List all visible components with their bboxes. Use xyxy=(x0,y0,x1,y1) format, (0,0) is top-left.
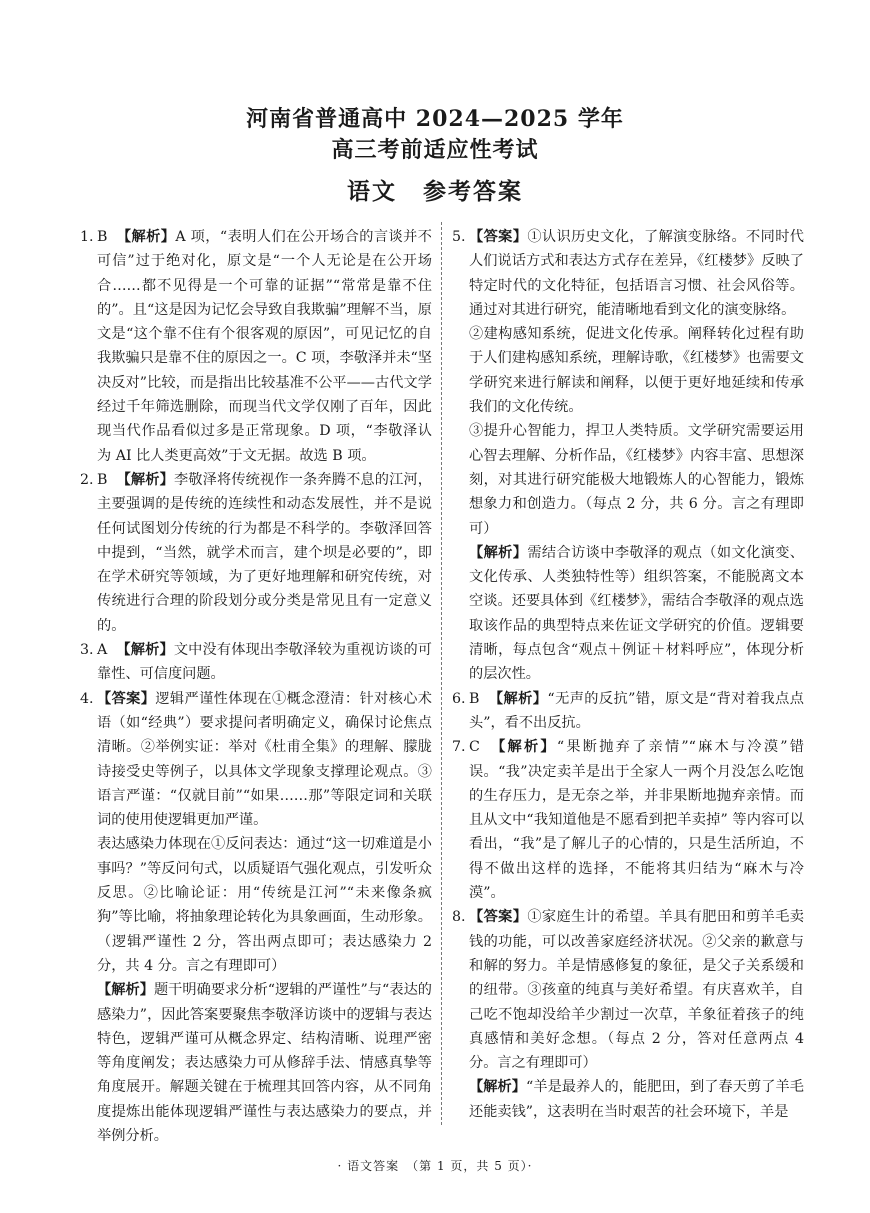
left-column xyxy=(80,225,432,1148)
answer-item-2 xyxy=(80,468,432,638)
analysis-tag: 【解析】 xyxy=(469,1079,526,1096)
question-number: 7. xyxy=(452,739,466,756)
analysis-text: 李敬泽将传统视作一条奔腾不息的江河，主要强调的是传统的连续性和动态发展性，并不是说任何试图划分传统的行为都是不科学的。李敬泽回答中提到，“当然，就学术而言，建个坝是必要的”，即在学术研究等领域，为了更好地理解和研究传统，对传统进行合理的阶段划分或分类是常见且有一定意义的。 xyxy=(97,471,432,634)
exam-title-line2: 高三考前适应性考试 xyxy=(331,137,539,163)
answer-item-7 xyxy=(452,735,804,905)
answer-text: ①家庭生计的希望。羊具有肥田和剪羊毛卖钱的功能，可以改善家庭经济状况。②父亲的歉意与和解的努力。羊是情感修复的象征，是父子关系缓和的纽带。③孩童的纯真与美好希望。有庆喜欢羊，自己吃不饱却没给羊少割过一次草，羊象征着孩子的纯真感情和美好念想。（每点 2 分，答对任意两点 4 分。言之有理即可） xyxy=(469,909,804,1072)
answer-item-4 xyxy=(80,687,432,1149)
answer-item-8 xyxy=(452,905,804,1124)
question-number: 5. xyxy=(452,229,466,245)
analysis-tag: 【解析】 xyxy=(488,690,548,707)
answer-paragraph: ③提升心智能力，捍卫人类特质。文学研究需要运用心智去理解、分析作品，《红楼梦》内容丰富、思想深刻，对其进行研究能极大地锻炼人的心智能力，锻炼想象力和创造力。（每点 2 分，共 6 分。言之有理即可） xyxy=(469,423,804,537)
answer-text: ①认识历史文化，了解演变脉络。不同时代人们说话方式和表达方式存在差异，《红楼梦》反映了特定时代的文化特征，包括语言习惯、社会风俗等。通过对其进行研究，能清晰地看到文化的演变脉络。 xyxy=(469,229,804,318)
analysis-text: “羊是最养人的，能肥田，到了春天剪了羊毛还能卖钱”，这表明在当时艰苦的社会环境下，羊是 xyxy=(469,1079,804,1120)
answer-tag: 【答案】 xyxy=(97,690,156,707)
analysis-paragraph xyxy=(469,1075,804,1124)
question-number: 3. xyxy=(80,642,94,659)
column-divider xyxy=(441,222,442,1125)
answer-tag: 【答案】 xyxy=(469,909,528,926)
analysis-tag: 【解析】 xyxy=(116,229,176,245)
answer-paragraph: 表达感染力体现在①反问表达：通过“这一切难道是小事吗？”等反问句式，以质疑语气强化观点，引发听众反思。②比喻论证：用“传统是江河”“未来像条疯狗”等比喻，将抽象理论转化为具象画面，生动形象。（逻辑严谨性 2 分，答出两点即可；表达感染力 2 分，共 4 分。言之有理即可） xyxy=(97,836,432,974)
question-number: 8. xyxy=(452,909,466,926)
answer-heading xyxy=(0,173,870,206)
answer-item-3 xyxy=(80,638,432,687)
right-column xyxy=(452,225,804,1124)
answer-item-1 xyxy=(80,225,432,468)
choice-answer: B xyxy=(97,229,108,245)
analysis-text: 文中没有体现出李敬泽较为重视访谈的可靠性、可信度问题。 xyxy=(97,642,432,683)
analysis-text: “无声的反抗”错，原文是“背对着我点点头”，看不出反抗。 xyxy=(469,690,804,731)
question-number: 4. xyxy=(80,690,94,707)
analysis-text: 需结合访谈中李敬泽的观点（如文化演变、文化传承、人类独特性等）组织答案，不能脱离文本空谈。还要具体到《红楼梦》，需结合李敬泽的观点选取该作品的典型特点来佐证文学研究的价值。逻辑要清晰，每点包含“观点＋例证＋材料呼应”，体现分析的层次性。 xyxy=(469,544,804,683)
analysis-paragraph xyxy=(469,541,804,687)
page-footer: · 语文答案 （第 1 页，共 5 页）· xyxy=(337,1159,533,1173)
analysis-tag: 【解析】 xyxy=(469,544,528,561)
subject-label: 语文 xyxy=(347,178,397,205)
doc-type-label: 参考答案 xyxy=(423,178,523,205)
answer-tag: 【答案】 xyxy=(469,229,528,245)
exam-title-line1: 河南省普通高中 2024—2025 学年 xyxy=(246,106,624,132)
choice-answer: C xyxy=(469,739,480,756)
analysis-tag: 【解析】 xyxy=(116,471,174,488)
answer-paragraph: ②建构感知系统，促进文化传承。阐释转化过程有助于人们建构感知系统，理解诗歌，《红楼梦》也需要文学研究来进行解读和阐释，以便于更好地延续和传承我们的文化传统。 xyxy=(469,326,804,416)
answer-text: 逻辑严谨性体现在①概念澄清：针对核心术语（如“经典”）要求提问者明确定义，确保讨论焦点清晰。②举例实证：举对《杜甫全集》的理解、朦胧诗接受史等例子，以具体文学现象支撑理论观点。③语言严谨：“仅就目前”“如果……那”等限定词和关联词的使用使逻辑更加严谨。 xyxy=(97,690,432,829)
answer-item-6 xyxy=(452,687,804,736)
analysis-text: A 项，“表明人们在公开场合的言谈并不可信”过于绝对化，原文是“一个人无论是在公开场合……都不见得是一个可靠的证据”“常常是靠不住的”。且“这是因为记忆会导致自我欺骗”理解不当，原文是“这个靠不住有个很客观的原因”，可见记忆的自我欺骗只是靠不住的原因之一。C 项，李敬泽并未“坚决反对”比较，而是指出比较基准不公平——古代文学经过千年筛选删除，而现当代文学仅刚了百年，因此现当代作品看似过多是正常现象。D 项，“李敬泽认为 AI 比人类更高效”于文无据。故选 B 项。 xyxy=(97,229,432,464)
question-number: 1. xyxy=(80,229,94,245)
answer-item-5 xyxy=(452,225,804,687)
question-number: 2. xyxy=(80,471,94,488)
analysis-tag: 【解析】 xyxy=(488,739,557,756)
choice-answer: B xyxy=(97,471,108,488)
analysis-tag: 【解析】 xyxy=(97,982,154,999)
analysis-text: 题干明确要求分析“逻辑的严谨性”与“表达的感染力”，因此答案要聚焦李敬泽访谈中的逻辑与表达特色，逻辑严谨可从概念界定、结构清晰、说理严密等角度阐发；表达感染力可从修辞手法、情感真挚等角度展开。解题关键在于梳理其回答内容，从不同角度提炼出能体现逻辑严谨性与表达感染力的要点，并举例分析。 xyxy=(97,982,432,1144)
choice-answer: A xyxy=(97,642,108,659)
analysis-text: “果断抛弃了亲情”“麻木与冷漠”错误。“我”决定卖羊是出于全家人一两个月没怎么吃饱的生存压力，是无奈之举，并非果断地抛弃亲情。而且从文中“我知道他是不愿看到把羊卖掉” 等内容可以看出，“我”是了解儿子的心情的，只是生活所迫，不得不做出这样的选择，不能将其归结为“麻木与冷漠”。 xyxy=(469,739,804,902)
analysis-tag: 【解析】 xyxy=(116,642,174,659)
question-number: 6. xyxy=(452,690,466,707)
analysis-paragraph xyxy=(97,978,432,1148)
choice-answer: B xyxy=(469,690,480,707)
